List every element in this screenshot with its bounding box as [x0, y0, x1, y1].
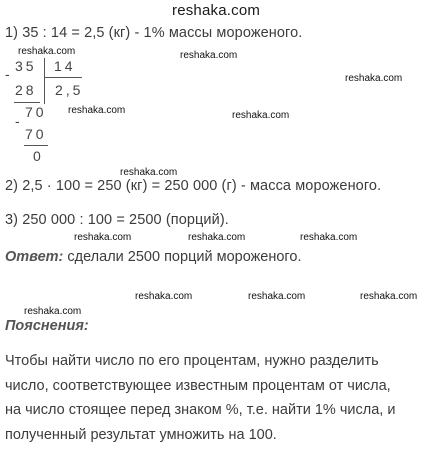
explanation-line: полученный результат умножить на 100. — [5, 426, 277, 443]
watermark: reshaka.com — [135, 291, 193, 302]
explanation-line: на число стоящее перед знаком %, т.е. найти 1% числа, и — [5, 402, 396, 418]
explanation-line: Чтобы найти число по его процентам, нужно разделить — [5, 353, 379, 369]
division-divisor-underline — [44, 77, 82, 78]
step-3-text: 3) 250 000 : 100 = 2500 (порций). — [5, 212, 229, 228]
division-remainder-2: 0 — [33, 148, 44, 164]
answer-line — [5, 249, 302, 265]
watermark-top: reshaka.com — [172, 2, 261, 19]
watermark: reshaka.com — [68, 105, 126, 116]
division-divisor: 14 — [54, 58, 76, 74]
watermark: reshaka.com — [300, 232, 358, 243]
division-minus-1: - — [5, 66, 13, 82]
step-2-text: 2) 2,5 · 100 = 250 (кг) = 250 000 (г) - масса мороженого. — [5, 178, 382, 194]
watermark: reshaka.com — [24, 306, 82, 317]
explanation-line: число, соответствующее известным процентам от числа, — [5, 377, 391, 394]
watermark: reshaka.com — [248, 291, 306, 302]
division-vertical-bar — [44, 58, 45, 104]
watermark: reshaka.com — [345, 73, 403, 84]
division-quotient: 2,5 — [55, 82, 84, 98]
watermark: reshaka.com — [360, 291, 418, 302]
step-1-text: 1) 35 : 14 = 2,5 (кг) - 1% массы мороженого. — [5, 25, 303, 41]
division-sub-1: 28 — [15, 82, 37, 98]
watermark: reshaka.com — [74, 232, 132, 243]
division-underline-1 — [14, 102, 40, 103]
explanation-label: Пояснения: — [5, 318, 89, 334]
explanation-paragraph — [5, 349, 443, 447]
division-remainder-1: 70 — [25, 104, 47, 120]
watermark: reshaka.com — [18, 46, 76, 57]
answer-text: сделали 2500 порций мороженого. — [67, 249, 302, 265]
watermark: reshaka.com — [188, 232, 246, 243]
division-minus-2: - — [15, 113, 23, 129]
division-sub-2: 70 — [25, 126, 47, 142]
watermark: reshaka.com — [180, 50, 238, 61]
division-underline-2 — [24, 145, 48, 146]
answer-label: Ответ: — [5, 249, 64, 265]
watermark: reshaka.com — [120, 167, 178, 178]
watermark: reshaka.com — [232, 110, 290, 121]
division-dividend: 35 — [15, 58, 37, 74]
